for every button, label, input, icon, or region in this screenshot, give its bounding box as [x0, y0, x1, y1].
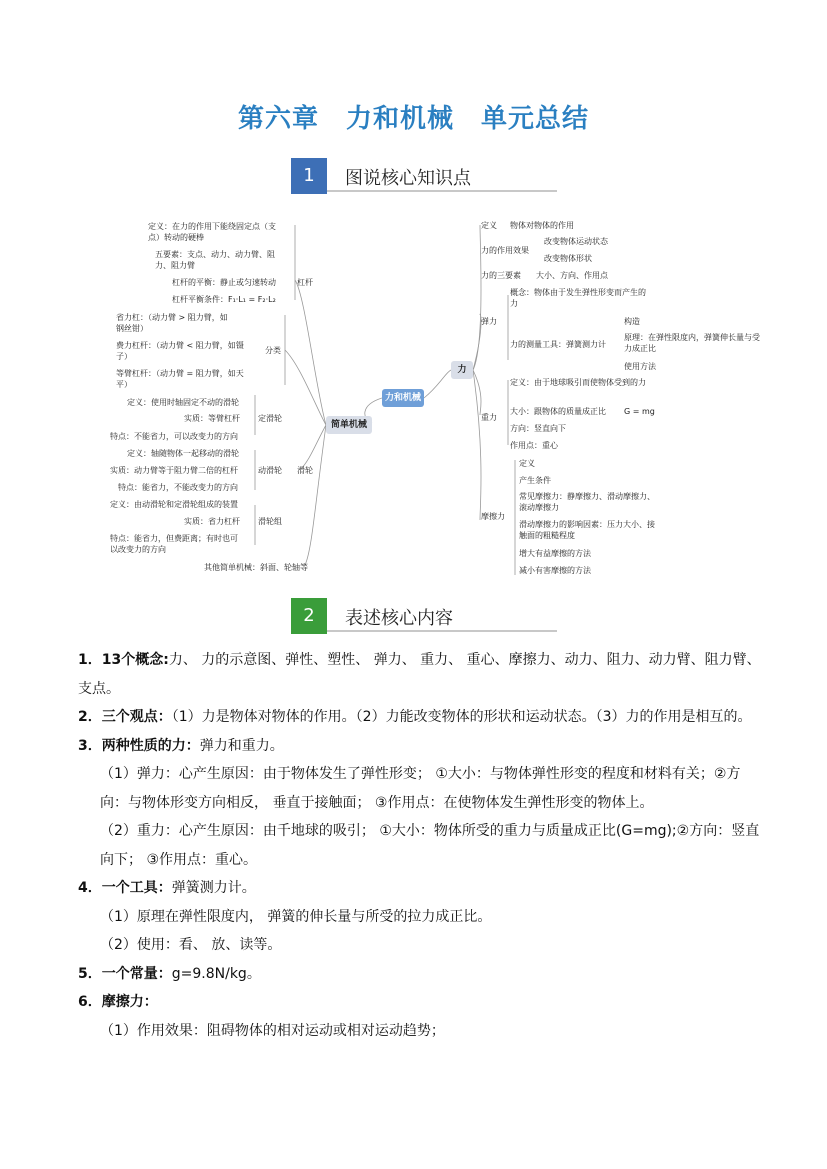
friction-condition: 产生条件: [519, 476, 551, 485]
gravity-def: 定义：由于地球吸引而使物体受到的力: [510, 378, 646, 387]
movable-pulley-essence: 实质：动力臂等于阻力臂二倍的杠杆: [110, 466, 238, 475]
item-4: [78, 874, 768, 903]
item-2-text: （1）力是物体对物体的作用。（2）力能改变物体的形状和运动状态。（3）力的作用是相互的。: [171, 709, 752, 725]
three-elements: 大小、方向、作用点: [536, 271, 608, 280]
lever-definition: 定义：在力的作用下能绕固定点（支点）转动的硬棒: [148, 222, 276, 242]
gravity-node: 重力: [481, 413, 497, 422]
force-effect-label: 力的作用效果: [481, 246, 529, 255]
section-underline: [327, 630, 557, 632]
item-6-head: 6．摩擦力：: [78, 994, 158, 1010]
lever-condition: 杠杆平衡条件：F₁·L₁ = F₂·L₂: [172, 295, 276, 304]
friction-common: 常见摩擦力：静摩擦力、滑动摩擦力、滚动摩擦力: [519, 492, 655, 512]
section-header-mindmap: [291, 158, 561, 194]
item-6-a: （1）作用效果：阻碍物体的相对运动或相对运动趋势；: [100, 1022, 445, 1039]
section-number: 2: [291, 598, 327, 634]
pulley-node: 滑轮: [297, 466, 313, 475]
lever-type-cost: 费力杠杆：（动力臂 < 阻力臂，如镊子）: [116, 341, 244, 361]
item-3-head: 3．两种性质的力：: [78, 737, 200, 754]
section-number: 1: [291, 158, 327, 194]
lever-elements: 五要素：支点、动力、动力臂、阻力、阻力臂: [155, 250, 275, 270]
lever-type-equal: 等臂杠杆：（动力臂 = 阻力臂，如天平）: [116, 369, 244, 389]
item-4-a: （1）原理在弹性限度内， 弹簧的伸长量与所受的拉力成正比。: [100, 908, 492, 925]
content-body: [78, 646, 768, 1045]
meter-structure: 构造: [624, 317, 640, 326]
friction-increase: 增大有益摩擦的方法: [519, 549, 591, 558]
fixed-pulley-def: 定义：使用时轴固定不动的滑轮: [127, 398, 239, 407]
item-3-b: （2）重力：心产生原因：由千地球的吸引； ①大小：物体所受的重力与质量成正比(G=mg);②方向：竖直向下； ③作用点：重心。: [100, 823, 760, 868]
item-2-head: 2．三个观点：: [78, 709, 172, 725]
item-3-text: 弹力和重力。: [199, 737, 284, 754]
item-5: [78, 960, 768, 989]
force-effect-1: 改变物体运动状态: [544, 237, 608, 246]
movable-pulley-feature: 特点：能省力，不能改变力的方向: [118, 483, 238, 492]
item-4-head: 4．一个工具：: [78, 880, 172, 896]
friction-factor: 滑动摩擦力的影响因素：压力大小、接触面的粗糙程度: [519, 520, 655, 540]
movable-pulley-node: 动滑轮: [258, 466, 282, 475]
classify-node: 分类: [265, 346, 281, 355]
page-title: 第六章 力和机械 单元总结: [237, 104, 589, 134]
gravity-size: 大小：跟物体的质量成正比: [510, 407, 606, 416]
lever-node: 杠杆: [297, 278, 313, 287]
three-elements-label: 力的三要素: [481, 271, 521, 280]
friction-decrease: 减小有害摩擦的方法: [519, 566, 591, 575]
gravity-direction: 方向：竖直向下: [510, 424, 566, 433]
meter-principle: 原理：在弹性限度内，弹簧伸长量与受力成正比: [624, 333, 760, 353]
elastic-concept: 概念：物体由于发生弹性形变而产生的力: [510, 288, 646, 308]
force-effect-2: 改变物体形状: [544, 254, 592, 263]
item-5-head: 5．一个常量：: [78, 965, 172, 982]
pulley-block-node: 滑轮组: [258, 517, 282, 526]
gravity-formula: G = mg: [624, 407, 655, 416]
item-6: [78, 988, 768, 1017]
meter-label: 力的测量工具：弹簧测力计: [510, 340, 606, 349]
friction-def: 定义: [519, 459, 535, 468]
meter-usage: 使用方法: [624, 362, 656, 371]
item-1-head: 1．13个概念:: [78, 652, 169, 668]
lever-balance: 杠杆的平衡：静止或匀速转动: [172, 278, 276, 287]
other-machines: 其他简单机械：斜面、轮轴等: [204, 563, 308, 572]
elastic-node: 弹力: [481, 317, 497, 326]
mindmap: [100, 205, 780, 590]
gravity-point: 作用点：重心: [510, 441, 558, 450]
movable-pulley-def: 定义：轴随物体一起移动的滑轮: [127, 449, 239, 458]
pulley-block-feature: 特点：能省力，但费距离；有时也可以改变力的方向: [110, 534, 238, 554]
friction-node: 摩擦力: [481, 512, 505, 521]
item-3: [78, 732, 768, 761]
section-header-content: [291, 598, 561, 634]
section-underline: [327, 190, 557, 192]
fixed-pulley-feature: 特点：不能省力，可以改变力的方向: [110, 432, 238, 441]
lever-type-save: 省力杠：（动力臂 > 阻力臂，如钢丝钳）: [116, 313, 228, 333]
force-def-label: 定义: [481, 221, 497, 230]
item-1: [78, 646, 768, 703]
item-3-a: （1）弹力：心产生原因：由于物体发生了弹性形变； ①大小：与物体弹性形变的程度和材料有关；②方向：与物体形变方向相反， 垂直于接触面； ③作用点：在使物体发生弹性形变的物体上。: [100, 766, 741, 811]
mindmap-left-hub: 简单机械: [326, 416, 372, 434]
section-title: 图说核心知识点: [345, 168, 471, 189]
fixed-pulley-essence: 实质：等臂杠杆: [184, 414, 240, 423]
pulley-block-essence: 实质：省力杠杆: [184, 517, 240, 526]
mindmap-center: 力和机械: [382, 389, 424, 407]
item-1-text: 力、 力的示意图、弹性、塑性、 弹力、 重力、 重心、摩擦力、动力、阻力、动力臂、阻力臂、支点。: [78, 652, 761, 697]
force-def: 物体对物体的作用: [510, 221, 574, 230]
item-2: [78, 703, 768, 732]
item-5-text: g=9.8N/kg。: [171, 965, 261, 982]
mindmap-right-hub: 力: [451, 361, 473, 379]
item-4-b: （2）使用：看、 放、读等。: [100, 937, 282, 953]
section-title: 表述核心内容: [345, 608, 453, 629]
item-4-text: 弹簧测力计。: [171, 880, 256, 896]
pulley-block-def: 定义：由动滑轮和定滑轮组成的装置: [110, 500, 238, 509]
fixed-pulley-node: 定滑轮: [258, 414, 282, 423]
